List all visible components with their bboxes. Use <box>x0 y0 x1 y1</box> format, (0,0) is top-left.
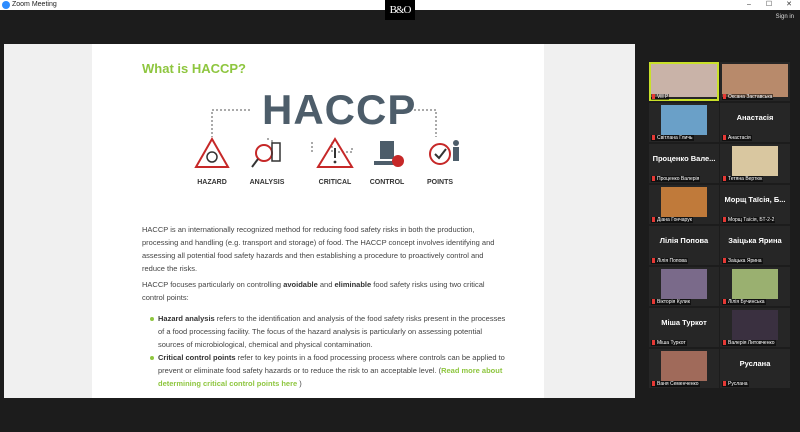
participant-name: Вікторія Кулик <box>651 299 691 305</box>
participant-tile[interactable] <box>720 267 790 306</box>
video-feed <box>732 269 778 299</box>
video-feed <box>722 64 788 97</box>
video-feed <box>661 351 707 381</box>
participant-tile[interactable] <box>720 308 790 347</box>
video-feed <box>661 269 707 299</box>
participant-name: Ваня Семенченко <box>651 381 700 387</box>
participant-tile[interactable] <box>649 308 719 347</box>
list-item: Hazard analysis refers to the identification and analysis of the food safety risks present in the processes of a food processing facility. The focus of the hazard analysis is particularly on assessing potential sources of microbiological, chemical and physical contamination. <box>150 312 510 351</box>
paragraph-intro: HACCP is an internationally recognized method for reducing food safety risks in both the production, processing and handling (e.g. transport and storage) of food. The HACCP concept involves identifying and assessing all potential food safety hazards and then establishing a procedure to proactively control and reduce the risks. <box>142 225 495 273</box>
participant-tile[interactable] <box>649 62 719 101</box>
slide <box>92 44 544 398</box>
brand-logo: B&O <box>385 0 415 20</box>
close-button[interactable]: ✕ <box>786 1 792 8</box>
mic-muted-icon <box>723 258 726 263</box>
participant-name: Анастасія <box>722 135 752 141</box>
participant-tile[interactable] <box>649 103 719 142</box>
mic-muted-icon <box>723 381 726 386</box>
video-feed <box>732 146 778 176</box>
participant-name: Руслана <box>722 381 749 387</box>
participant-name: Діана Гончарук <box>651 217 693 223</box>
mic-muted-icon <box>652 135 655 140</box>
participant-display-name: Анастасія <box>736 113 774 122</box>
participant-tile[interactable] <box>720 349 790 388</box>
participant-display-name: Проценко Вале... <box>652 154 716 163</box>
participant-name: Тетяна Вертюк <box>722 176 763 182</box>
participant-tile[interactable] <box>649 226 719 265</box>
bullet-dot-icon <box>150 317 154 321</box>
mic-muted-icon <box>723 340 726 345</box>
participant-name: Лілія Бучинська <box>722 299 766 305</box>
video-feed <box>661 105 707 135</box>
hazard-icon <box>196 139 228 167</box>
participant-display-name: Заіцька Ярина <box>728 236 782 245</box>
paragraph-focus: HACCP focuses particularly on controlling avoidable and eliminable food safety risks using two critical control points: <box>142 280 485 302</box>
analysis-icon <box>252 143 280 167</box>
participant-name: Світлана Гличь <box>651 135 694 141</box>
participant-tile[interactable] <box>720 185 790 224</box>
participant-name: Оксана Заставська <box>722 94 773 100</box>
participant-display-name: Руслана <box>739 359 771 368</box>
slide-title: What is HACCP? <box>142 61 246 76</box>
bullet-dot-icon <box>150 356 154 360</box>
mic-muted-icon <box>723 299 726 304</box>
mic-muted-icon <box>652 176 655 181</box>
mic-muted-icon <box>723 176 726 181</box>
read-more-link[interactable]: Read more about determining critical control points here <box>158 366 503 388</box>
video-feed <box>661 187 707 217</box>
participant-name: Проценко Валерія <box>651 176 700 182</box>
mic-muted-icon <box>652 94 655 99</box>
participant-tile[interactable] <box>649 144 719 183</box>
participant-name: Заіцька Ярина <box>722 258 763 264</box>
participant-tile[interactable] <box>720 103 790 142</box>
mic-muted-icon <box>652 381 655 386</box>
control-icon <box>374 141 404 167</box>
participant-tile[interactable] <box>720 144 790 183</box>
bullet-list <box>150 312 510 390</box>
participant-tile[interactable] <box>649 185 719 224</box>
minimize-button[interactable]: – <box>747 1 751 8</box>
participant-name: Морщ Таїсія, БТ-2-2 <box>722 217 775 223</box>
haccp-word: HACCP <box>262 86 417 133</box>
video-feed <box>732 310 778 340</box>
mic-muted-icon <box>652 340 655 345</box>
participant-display-name: Міша Туркот <box>661 318 707 327</box>
zoom-logo-icon <box>2 1 10 9</box>
video-feed <box>651 64 717 97</box>
shared-screen <box>4 44 635 398</box>
step-label-critical: CRITICAL <box>318 179 352 186</box>
maximize-button[interactable]: ☐ <box>765 1 773 8</box>
participant-tile[interactable] <box>649 267 719 306</box>
participant-display-name: Лілія Попова <box>659 236 709 245</box>
participant-name: Vill P <box>651 94 669 100</box>
mic-muted-icon <box>652 217 655 222</box>
participant-tile[interactable] <box>720 62 790 101</box>
mic-muted-icon <box>652 299 655 304</box>
step-label-analysis: ANALYSIS <box>249 179 285 186</box>
window-title: Zoom Meeting <box>12 1 57 8</box>
haccp-step-icons <box>172 137 472 177</box>
list-item: Critical control points refer to key points in a food processing process where controls can be applied to prevent or eliminate food safety hazards or to reduce the risk to an acceptable level. (Read more about determining critical control points here ) <box>150 351 510 390</box>
mic-muted-icon <box>723 135 726 140</box>
participant-gallery <box>649 60 791 390</box>
step-label-control: CONTROL <box>369 179 405 186</box>
participant-tile[interactable] <box>720 226 790 265</box>
participant-name: Міша Туркот <box>651 340 687 346</box>
points-icon <box>430 140 459 164</box>
participant-display-name: Морщ Таїсія, Б... <box>724 195 786 204</box>
step-label-hazard: HAZARD <box>197 179 227 186</box>
mic-muted-icon <box>723 94 726 99</box>
step-label-points: POINTS <box>426 179 454 186</box>
mic-muted-icon <box>652 258 655 263</box>
participant-name: Лілія Попова <box>651 258 688 264</box>
participant-tile[interactable] <box>649 349 719 388</box>
sign-in-link[interactable]: Sign in <box>775 14 794 20</box>
mic-muted-icon <box>723 217 726 222</box>
critical-icon <box>318 139 352 167</box>
haccp-graphic <box>172 82 472 232</box>
participant-name: Валерія Литовченко <box>722 340 776 346</box>
